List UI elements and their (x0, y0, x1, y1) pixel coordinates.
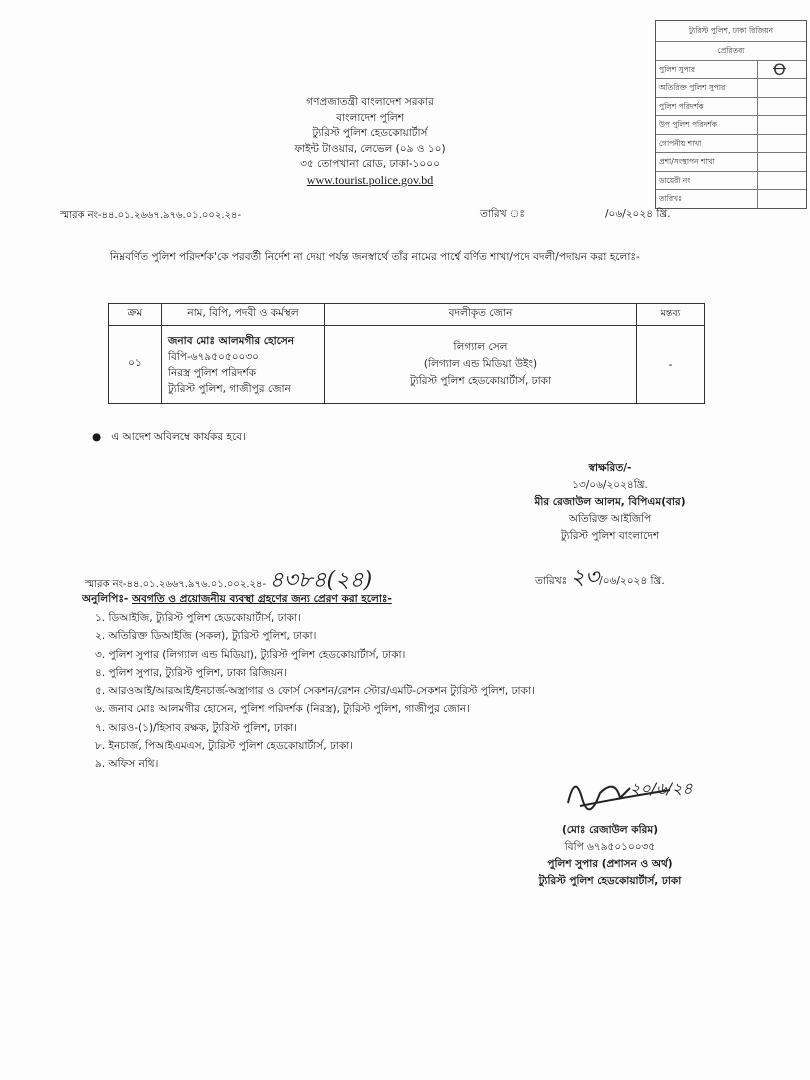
handwritten-memo-number: ৪৩৮৪(২৪) (269, 568, 373, 593)
signature-block-2 (500, 822, 720, 890)
handwritten-day: ২৩ (570, 565, 600, 590)
col-remark: মন্তব্য (637, 304, 705, 326)
copy-list (95, 609, 715, 774)
zone-line: (লিগ্যাল এন্ড মিডিয়া উইং) (423, 358, 538, 370)
bullet-note (92, 430, 246, 447)
copy-label: অনুলিপিঃ- (82, 593, 129, 605)
stamp-row: উপ পুলিশ পরিদর্শক (656, 115, 806, 134)
bullet-text: এ আদেশ অবিলম্বে কার্যকর হবে। (111, 431, 246, 443)
copy-heading-text: অবগতি ও প্রয়োজনীয় ব্যবস্থা গ্রহণের জন্য প্রেরণ করা হলোঃ- (131, 593, 392, 605)
table-row (109, 326, 705, 404)
cell-remark: - (637, 326, 705, 404)
stamp-row: তারিখঃ (656, 189, 806, 208)
officer-workplace: ট্যুরিস্ট পুলিশ, গাজীপুর জোন (168, 382, 291, 395)
signer-name: মীর রেজাউল আলম, বিপিএম(বার) (534, 496, 686, 508)
officer-name: জনাব মোঃ আলমগীর হোসেন (168, 334, 295, 347)
website-link[interactable]: www.tourist.police.gov.bd (306, 172, 434, 187)
handwritten-sign-date: ২০/৬/২৪ (630, 779, 693, 798)
stamp-title: ট্যুরিস্ট পুলিশ, ঢাকা রিজিয়ন (688, 26, 773, 35)
stamp-row: গোপনীয় শাখা (656, 134, 806, 153)
list-item: ৫. আরওআই/আরআই/ইনচার্জ-অস্ত্রাগার ও ফোর্স সেকশন/রেশন স্টোর/এমটি-সেকশন ট্যুরিস্ট পুলিশ, ঢাকা। (95, 685, 535, 698)
letterhead (220, 95, 520, 188)
officer-bp: বিপি-৬৭৯৫০৫০০৩০ (168, 350, 259, 363)
stamp-row: প্রশা/সংস্থাপন শাখা (656, 152, 806, 171)
zone-line: লিগ্যাল সেল (453, 341, 508, 353)
list-item: ৬. জনাব মোঃ আলমগীর হোসেন, পুলিশ পরিদর্শক (নিরস্ত্র), ট্যুরিস্ট পুলিশ, গাজীপুর জোন। (95, 703, 470, 716)
receipt-stamp (655, 20, 807, 209)
signed-date: ১৩/০৬/২০২৪খ্রি. (572, 479, 648, 491)
list-item: ৯. অফিস নথি। (95, 758, 159, 771)
header-line: ফাইন্ট টাওয়ার, লেভেল (০৯ ও ১০) (294, 142, 446, 155)
memo-number-text: স্মারক নং-৪৪.০১.২৬৬৭.৯৭৬.০১.০০২.২৪- (85, 579, 267, 590)
header-line: ৩৫ তোপখানা রোড, ঢাকা-১০০০ (300, 158, 440, 170)
bullet-icon: ● (92, 431, 112, 443)
list-item: ৪. পুলিশ সুপার, ট্যুরিস্ট পুলিশ, ঢাকা রিজিয়ন। (95, 666, 287, 679)
transfer-table (108, 303, 705, 404)
col-serial: ক্রম (109, 304, 162, 326)
memo-number: স্মারক নং-৪৪.০১.২৬৬৭.৯৭৬.০১.০০২.২৪- (60, 210, 242, 221)
officer-designation: নিরস্ত্র পুলিশ পরিদর্শক (168, 366, 257, 379)
signer-title: পুলিশ সুপার (প্রশাসন ও অর্থ) (547, 858, 673, 870)
cell-serial: ০১ (109, 326, 162, 404)
cell-name (162, 326, 325, 404)
zone-line: ট্যুরিস্ট পুলিশ হেডকোয়ার্টার্স, ঢাকা (409, 375, 551, 387)
table-header-row (109, 304, 705, 326)
col-name: নাম, বিপি, পদবী ও কর্মস্থল (162, 304, 325, 326)
signer-name: (মোঃ রেজাউল করিম) (561, 824, 659, 836)
stamp-subtitle: প্রেরিতব্য (656, 41, 806, 60)
cell-zone (325, 326, 637, 404)
signed-label: স্বাক্ষরিত/- (588, 462, 632, 474)
col-zone: বদলীকৃত জোন (325, 304, 637, 326)
signer-bp: বিপি ৬৭৯৫০১০০৩৫ (564, 841, 656, 853)
list-item: ২. অতিরিক্ত ডিআইজি (সকল), ট্যুরিস্ট পুলিশ, ঢাকা। (95, 630, 317, 643)
signature-image (560, 768, 693, 821)
header-line: গণপ্রজাতন্ত্রী বাংলাদেশ সরকার (306, 96, 434, 108)
signer-org: ট্যুরিস্ট পুলিশ হেডকোয়ার্টার্স, ঢাকা (538, 875, 682, 887)
order-paragraph: নিম্নবর্ণিত পুলিশ পরিদর্শক'কে পরবর্তী নির্দেশ না দেয়া পর্যন্ত জনস্বার্থে তাঁর নামের পার্শ্বে বর্ণিত শাখা/পদে বদলী/পদায়ন করা হলোঃ- (110, 251, 640, 263)
list-item: ৮. ইনচার্জ, পিআইএমএস, ট্যুরিস্ট পুলিশ হেডকোয়ার্টার্স, ঢাকা। (95, 740, 354, 753)
date-value: /০৬/২০২৪ খ্রি. (605, 208, 671, 220)
initial-mark-icon: Ꝋ (773, 59, 786, 79)
list-item: ৩. পুলিশ সুপার (লিগ্যাল এন্ড মিডিয়া), ট্যুরিস্ট পুলিশ হেডকোয়ার্টার্স, ঢাকা। (95, 648, 406, 661)
list-item: ৭. আরও-(১)/হিসাব রক্ষক, ট্যুরিস্ট পুলিশ, ঢাকা। (95, 721, 297, 734)
date-label: তারিখ ঃ (480, 208, 525, 220)
stamp-row: ডায়েরী নং (656, 171, 806, 190)
signer-org: ট্যুরিস্ট পুলিশ বাংলাদেশ (560, 530, 660, 542)
stamp-row: পুলিশ সুপার Ꝋ (656, 60, 806, 79)
header-line: ট্যুরিস্ট পুলিশ হেডকোয়ার্টার্স (312, 127, 428, 139)
stamp-row: অতিরিক্ত পুলিশ সুপার (656, 78, 806, 97)
date-label: তারিখঃ (535, 575, 568, 587)
copy-heading (82, 592, 392, 609)
list-item: ১. ডিআইজি, ট্যুরিস্ট পুলিশ হেডকোয়ার্টার্স, ঢাকা। (95, 612, 301, 624)
signature-block-1 (500, 460, 720, 545)
date-value: /০৬/২০২৪ খ্রি. (599, 575, 665, 587)
signer-title: অতিরিক্ত আইজিপি (568, 513, 652, 525)
stamp-row: পুলিশ পরিদর্শক (656, 97, 806, 116)
header-line: বাংলাদেশ পুলিশ (336, 111, 404, 124)
date-2 (535, 560, 665, 597)
